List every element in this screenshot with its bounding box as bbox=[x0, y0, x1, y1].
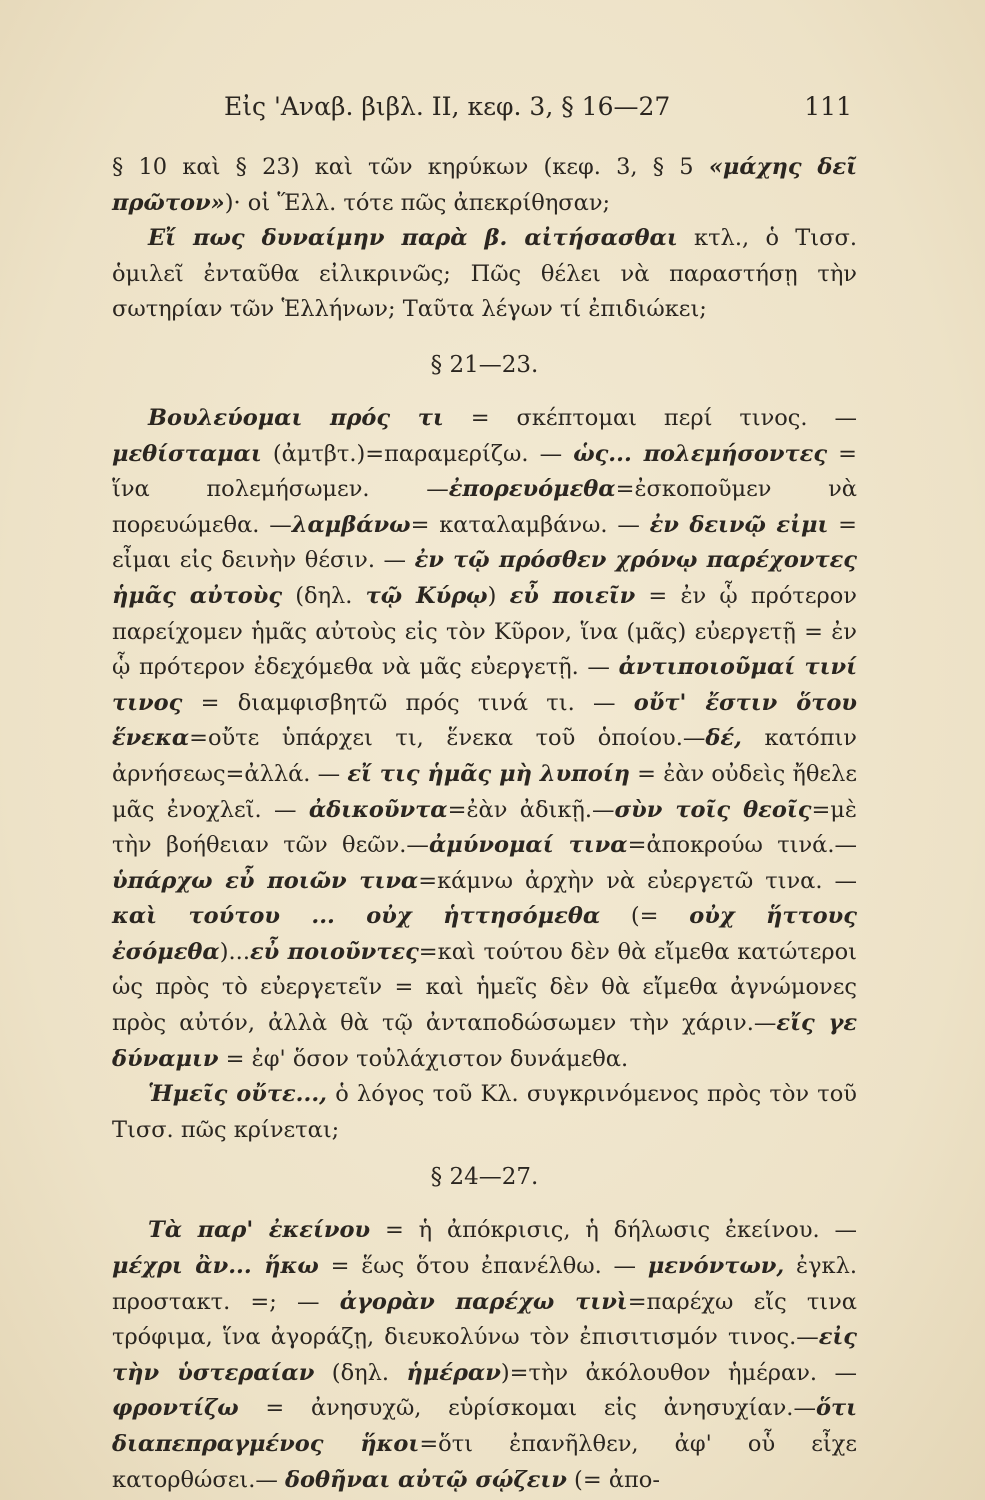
gloss: )... bbox=[219, 938, 250, 965]
lemma: εἴ τις ἡμᾶς μὴ λυποίη bbox=[347, 760, 630, 787]
lemma: λαμβάνω bbox=[291, 511, 411, 538]
text-run: )· οἱ Ἕλλ. τότε πῶς ἀπεκρίθησαν; bbox=[224, 189, 611, 216]
paragraph-continuation bbox=[112, 150, 857, 221]
gloss: )=τὴν ἀκόλουθον ἡμέραν. — bbox=[500, 1359, 857, 1386]
gloss: (ἀμτβτ.)=παραμερίζω. — bbox=[261, 440, 574, 467]
gloss: = ἐὰν οὐδεὶς ἤθελε μᾶς ἐνοχλεῖ. — bbox=[112, 760, 857, 823]
lemma: μενόντων, bbox=[647, 1253, 785, 1280]
running-title: Εἰς 'Αναβ. βιβλ. II, κεφ. 3, § 16—27 bbox=[224, 92, 671, 121]
lemma: δέ, bbox=[705, 725, 742, 752]
lemma: μέχρι ἂν... ἥκω bbox=[112, 1253, 319, 1280]
lemma: εἴς γε δύναμιν bbox=[112, 1010, 857, 1072]
lemma: ἐν τῷ πρόσθεν χρόνῳ παρέχοντες ἡμᾶς αὐτοὺς bbox=[112, 547, 857, 609]
lemma: ἀγορὰν παρέχω τινὶ bbox=[339, 1288, 628, 1315]
lemma: ὡς... πολεμήσοντες bbox=[573, 440, 828, 467]
lemma: ἐν δεινῷ εἰμι bbox=[649, 511, 829, 538]
glossary-paragraph-1 bbox=[112, 401, 857, 1077]
lemma: ἀμύνομαί τινα bbox=[428, 832, 628, 859]
gloss: =ἐὰν ἀδικῇ.— bbox=[447, 796, 615, 823]
gloss: ) bbox=[487, 582, 510, 609]
gloss: = ἐν ᾧ πρότερον παρείχομεν ἡμᾶς αὐτοὺς εἰς τὸν Κῦρον, ἵνα (μᾶς) εὐεργετῇ = ἐν ᾧ πρότερον ἐδεχόμεθα νὰ μᾶς εὐεργετῇ. — bbox=[112, 582, 857, 681]
lemma: φροντίζω bbox=[112, 1395, 239, 1422]
lemma: σὺν τοῖς θεοῖς bbox=[614, 796, 812, 823]
lemma: ἀντιποιοῦμαί τινί τινος bbox=[112, 654, 858, 716]
gloss: κατόπιν ἀρνήσεως=ἀλλά. — bbox=[112, 725, 857, 787]
gloss: =κάμνω ἀρχὴν νὰ εὐεργετῶ τινα. — bbox=[418, 867, 857, 894]
lemma: τῷ Κύρῳ bbox=[365, 582, 488, 609]
section-heading-21-23: § 21—23. bbox=[430, 351, 539, 378]
page-header bbox=[112, 92, 852, 132]
gloss: =παρέχω εἴς τινα τρόφιμα, ἵνα ἀγοράζῃ, διευκολύνω τὸν ἐπισιτισμόν τινος.— bbox=[112, 1288, 857, 1351]
lemma: Τὰ παρ' ἐκείνου bbox=[148, 1217, 371, 1244]
gloss: =ἀποκρούω τινά.— bbox=[627, 832, 857, 859]
page-number: 111 bbox=[804, 92, 852, 121]
text-run: § 10 καὶ § 23) καὶ τῶν κηρύκων (κεφ. 3, § 5 bbox=[112, 154, 709, 180]
lemma: μεθίσταμαι bbox=[112, 440, 262, 467]
lemma: καὶ τούτου ... οὐχ ἡττησόμεθα bbox=[112, 903, 601, 930]
lemma: ἡμέραν bbox=[406, 1359, 501, 1386]
gloss: (δηλ. bbox=[282, 582, 366, 609]
gloss: = εἶμαι εἰς δεινὴν θέσιν. — bbox=[112, 511, 857, 574]
glossary-paragraph-2 bbox=[112, 1213, 857, 1498]
lemma: ἐπορευόμεθα bbox=[448, 476, 616, 503]
lemma: Ἡμεῖς οὔτε..., bbox=[148, 1081, 328, 1108]
lemma: ἀδικοῦντα bbox=[308, 796, 448, 823]
gloss: = σκέπτομαι περί τινος. — bbox=[443, 404, 857, 431]
text-run: ὁ λόγος τοῦ Κλ. συγκρινόμενος πρὸς τὸν τοῦ Τισσ. πῶς κρίνεται; bbox=[112, 1081, 857, 1143]
gloss: =μὲ τὴν βοήθειαν τῶν θεῶν.— bbox=[112, 796, 857, 859]
gloss: =οὔτε ὑπάρχει τι, ἕνεκα τοῦ ὁποίου.— bbox=[189, 725, 706, 752]
gloss: (= bbox=[600, 903, 690, 930]
lemma: οὔτ' ἔστιν ὅτου ἕνεκα bbox=[112, 689, 858, 752]
lemma: ὑπάρχω εὖ ποιῶν τινα bbox=[112, 867, 419, 894]
gloss: = ἐφ' ὅσον τοὐλάχιστον δυνάμεθα. bbox=[218, 1045, 629, 1072]
gloss: = ἵνα πολεμήσωμεν. — bbox=[112, 440, 857, 503]
lemma: Εἴ πως δυναίμην παρὰ β. αἰτήσασθαι bbox=[148, 225, 678, 252]
gloss: =καὶ τούτου δὲν θὰ εἴμεθα κατώτεροι ὡς πρὸς τὸ εὐεργετεῖν = καὶ ἡμεῖς δὲν θὰ εἴμεθα ἀγνώμονες πρὸς αὐτόν, ἀλλὰ θὰ τῷ ἀνταποδώσωμεν τὴν χάριν.— bbox=[112, 938, 857, 1037]
gloss: =ὅτι ἐπανῆλθεν, ἀφ' οὗ εἶχε κατορθώσει.— bbox=[112, 1431, 857, 1493]
question-paragraph-2 bbox=[112, 1077, 857, 1148]
gloss: = ἀνησυχῶ, εὑρίσκομαι εἰς ἀνησυχίαν.— bbox=[238, 1395, 816, 1422]
lemma: δοθῆναι αὐτῷ σῴζειν bbox=[285, 1466, 567, 1493]
lemma: εἰς τὴν ὑστεραίαν bbox=[112, 1324, 857, 1386]
body-text bbox=[112, 150, 857, 1498]
lemma: οὐχ ἥττους ἐσόμεθα bbox=[112, 903, 857, 965]
lemma: εὖ ποιοῦντες bbox=[249, 938, 419, 965]
gloss: = καταλαμβάνω. — bbox=[410, 511, 650, 538]
lemma: ὅτι διαπεπραγμένος ἥκοι bbox=[112, 1395, 857, 1457]
section-heading-24-27: § 24—27. bbox=[430, 1164, 539, 1191]
text-run: κτλ., ὁ Τισσ. ὁμιλεῖ ἐνταῦθα εἰλικρινῶς; Πῶς θέλει νὰ παραστήσῃ τὴν σωτηρίαν τῶν Ἑλλήνων; Ταῦτα λέγων τί ἐπιδιώκει; bbox=[112, 225, 858, 323]
question-paragraph bbox=[112, 221, 857, 328]
gloss: = διαμφισβητῶ πρός τινά τι. — bbox=[182, 689, 634, 716]
gloss: ἐγκλ. προστακτ. =; — bbox=[112, 1253, 858, 1315]
lemma: Βουλεύομαι πρός τι bbox=[148, 404, 444, 431]
gloss: = ἡ ἀπόκρισις, ἡ δήλωσις ἐκείνου. — bbox=[370, 1217, 857, 1244]
gloss: (= ἀπο- bbox=[566, 1466, 660, 1493]
gloss: (δηλ. bbox=[314, 1359, 407, 1386]
lemma: εὖ ποιεῖν bbox=[509, 582, 636, 609]
gloss: =ἐσκοποῦμεν νὰ πορευώμεθα. — bbox=[112, 476, 857, 538]
gloss: = ἕως ὅτου ἐπανέλθω. — bbox=[318, 1253, 648, 1280]
lemma: «μάχης δεῖ πρῶτον» bbox=[112, 154, 858, 216]
